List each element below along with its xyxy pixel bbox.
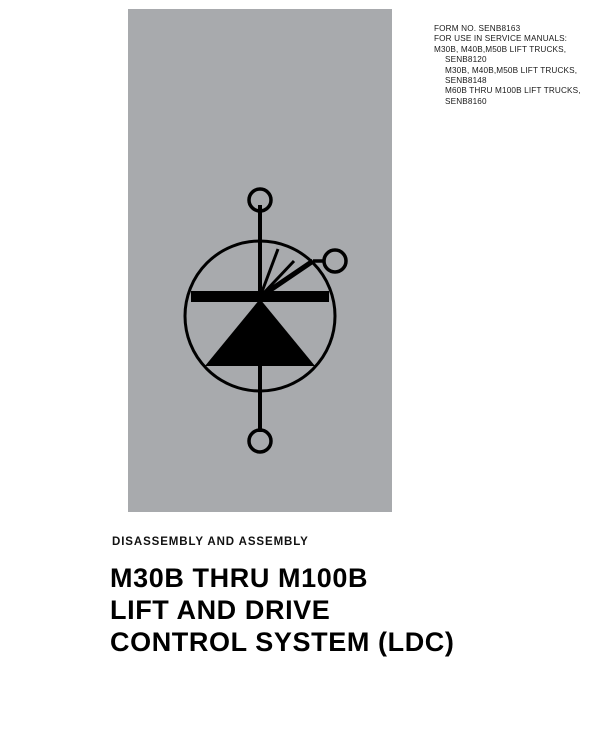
- form-number-block: [434, 24, 594, 107]
- title-line: M30B THRU M100B: [110, 563, 369, 593]
- title-line: LIFT AND DRIVE: [110, 595, 331, 625]
- page-title: [110, 562, 580, 658]
- form-line: FORM NO. SENB8163: [434, 24, 521, 33]
- form-line: SENB8148: [445, 76, 487, 86]
- form-line: M60B THRU M100B LIFT TRUCKS,: [445, 86, 581, 96]
- form-line: M30B, M40B,M50B LIFT TRUCKS,: [445, 65, 578, 75]
- cover-artwork-panel: [128, 9, 392, 512]
- thyristor-scr-symbol: [128, 9, 392, 512]
- form-line: M30B, M40B,M50B LIFT TRUCKS,: [434, 44, 567, 54]
- document-subtitle: DISASSEMBLY AND ASSEMBLY: [112, 536, 309, 548]
- title-line: CONTROL SYSTEM (LDC): [110, 627, 455, 657]
- form-line: SENB8160: [445, 96, 487, 106]
- form-line: FOR USE IN SERVICE MANUALS:: [434, 34, 568, 44]
- form-line: SENB8120: [445, 55, 487, 65]
